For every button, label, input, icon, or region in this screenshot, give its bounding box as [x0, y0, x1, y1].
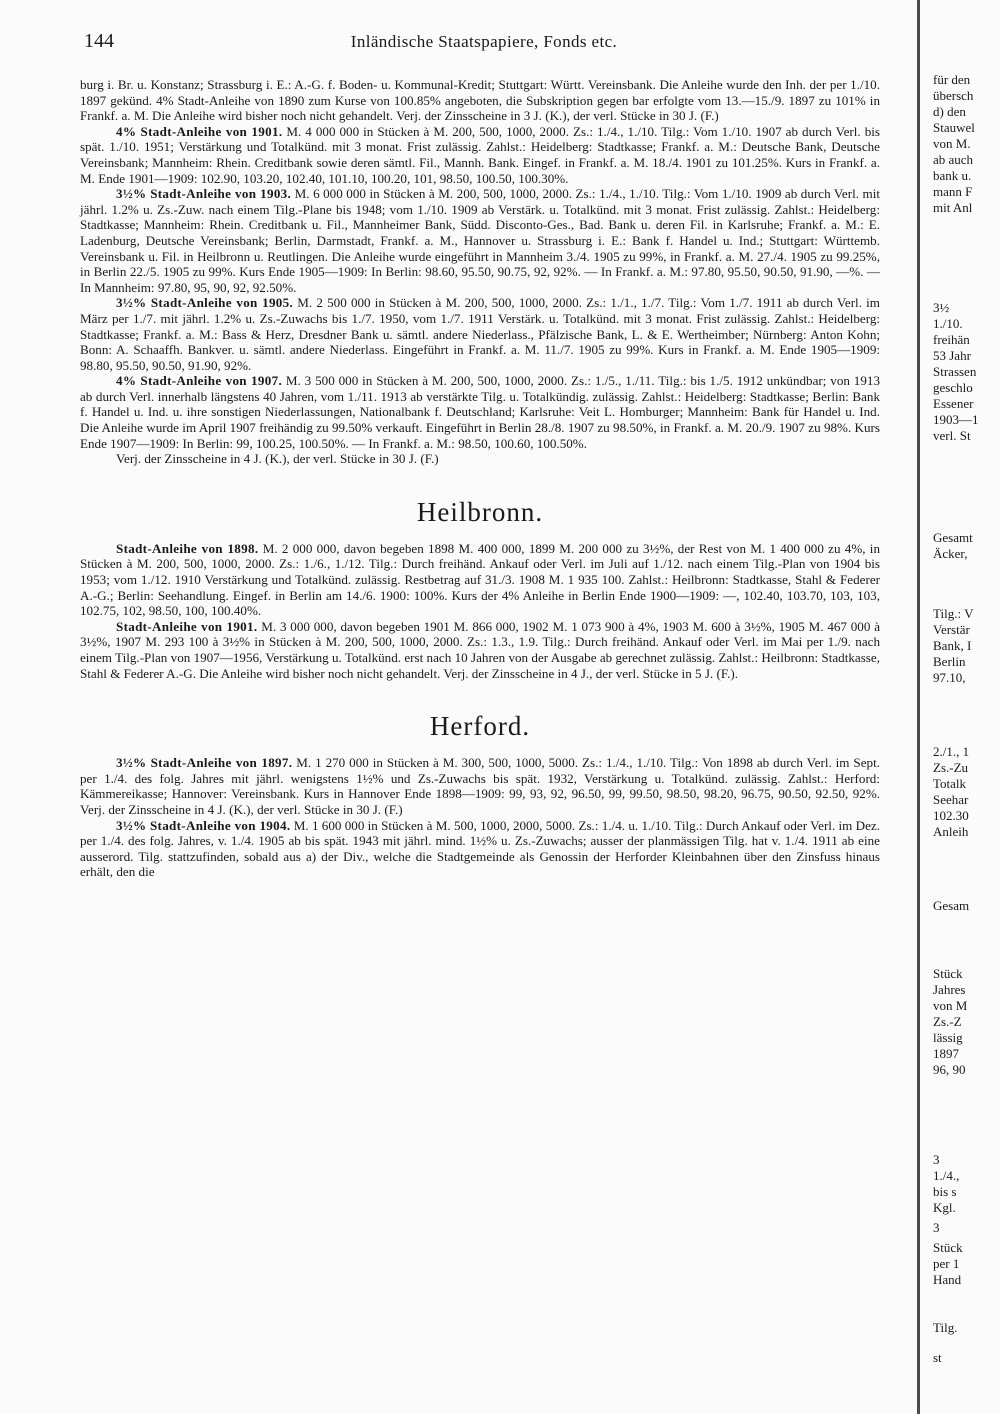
adjacent-page-text: d) den	[933, 104, 966, 119]
adjacent-page-text: von M.	[933, 136, 971, 151]
heilbronn-loan-1901	[80, 619, 880, 681]
adjacent-page-text: Anleih	[933, 824, 969, 839]
adjacent-page-text: Gesam	[933, 898, 970, 913]
adjacent-page-text: Berlin	[933, 654, 966, 669]
adjacent-page-text: für den	[933, 72, 971, 87]
running-head: Inländische Staatspapiere, Fonds etc.	[350, 32, 618, 51]
adjacent-page-text: 3	[933, 1152, 940, 1167]
loan-entry-1905	[80, 295, 880, 373]
paragraph-continuation: burg i. Br. u. Konstanz; Strassburg i. E.: A.-G. f. Boden- u. Kommunal-Kredit; Stuttgart: Württ. Vereinsbank. Die Anleihe wurde den Inh. der per 1./10. 1897 gekünd. 4% Stadt-Anleihe von 1890 zum Kurse von 100.85% angeboten, die Subskription gegen bar erfolgte vom 13.—15./9. 1897 zu 101% in Frankf. a. M. Die Anleihe wird bisher noch nicht gehandelt. Verj. der Zinsscheine in 3 J. (K.), der verl. Stücke in 30 J. (F.)	[80, 77, 880, 124]
adjacent-page-text: Stück	[933, 966, 963, 981]
adjacent-page-text: 3½	[933, 300, 950, 315]
city-heading-heilbronn: Heilbronn.	[416, 496, 544, 527]
loan-text: M. 4 000 000 in Stücken à M. 200, 500, 1000, 2000. Zs.: 1./4., 1./10. Tilg.: Vom 1./10. 1907 ab durch Verl. bis spät. 1./10. 1951; Verstärkung und Totalkünd. mit 3 monat. Frist zulässig. Zahlst.: Heidelberg: Stadtkasse; Frankf. a. M.: Deutsche Bank, Deutsche Vereinsbank; Mannheim: Rhein. Creditbank sowie deren sämtl. Fil., Mannh. Bank. Eingef. in Frankf. a. M. 18./4. 1901 zu 101.25%. Kurs in Frankf. a. M. Ende 1901—1909: 102.90, 103.20, 102.40, 101.10, 100.20, 101, 98.50, 100.50, 100.30%.	[80, 123, 880, 186]
adjacent-page-text: Totalk	[933, 776, 967, 791]
adjacent-page-text: st	[933, 1350, 942, 1365]
loan-title: Stadt-Anleihe von 1898.	[116, 540, 259, 556]
adjacent-page-text: Tilg.: V	[933, 606, 974, 621]
loan-text: M. 2 500 000 in Stücken à M. 200, 500, 1000, 2000. Zs.: 1./1., 1./7. Tilg.: Vom 1./7. 1911 ab durch Verl. im März per 1./7. mit jährl. 1.2% u. Zs.-Zuwachs bis 1./7. 1950, vom 1./7. 1911 Verstärk. u. Totalkünd. mit 3 monat. Frist zulässig. Zahlst.: Heidelberg: Stadtkasse; Frankf. a. M.: Bass & Herz, Dresdner Bank u. sämtl. andere Niederlass., Pfälzische Bank, L. & E. Wertheimber; Nürnberg: Anton Kohn; Bonn: A. Schaaffh. Bankver. u. sämtl. andere Niederlass. Eingeführt in Frankf. a. M. 11./7. 1905 zu 99%. Kurs in Frankf. a. M. Ende 1905—1909: 98.80, 95.50, 90.50, 91.90, 92%.	[80, 295, 880, 373]
loan-title: 3½% Stadt-Anleihe von 1904.	[116, 817, 291, 833]
loan-title: 3½% Stadt-Anleihe von 1897.	[116, 755, 293, 771]
adjacent-page-text: 3	[933, 1220, 940, 1235]
adjacent-page-text: Äcker,	[933, 546, 968, 561]
herford-loan-1897	[80, 755, 880, 817]
loan-text: M. 2 000 000, davon begeben 1898 M. 400 000, 1899 M. 200 000 zu 3½%, der Rest von M. 1 400 000 zu 4%, in Stücken à M. 200, 500, 1000, 2000. Zs.: 1./6., 1./12. Tilg.: Durch freihänd. Ankauf oder Verl. im Juli auf 1./12. nach einem Tilg.-Plan von 1904 bis 1953; vom 1./12. 1910 Verstärkung und Totalkünd. zulässig. Restbetrag auf 31./3. 1908 M. 1 935 100. Zahlst.: Heilbronn: Stadtkasse, Stahl & Federer A.-G.; Berlin: Seehandlung. Eingef. in Berlin am 14./6. 1900: 100%. Kurs der 4% Anleihe in Berlin Ende 1900—1909: —, 102.40, 103.70, 103, 103, 102.75, 102, 98.50, 100, 100.40%.	[80, 540, 880, 619]
adjacent-page-text: Bank, I	[933, 638, 972, 653]
adjacent-page-text: 2./1., 1	[933, 744, 970, 759]
herford-loan-1904	[80, 818, 880, 880]
adjacent-page-text: Kgl.	[933, 1200, 956, 1215]
adjacent-page-text: Strassen	[933, 364, 977, 379]
page-header	[84, 30, 884, 60]
heilbronn-loan-1898	[80, 541, 880, 619]
adjacent-page-text: verl. St	[933, 428, 971, 443]
adjacent-page-text: Verstär	[933, 622, 970, 637]
adjacent-page-text: per 1	[933, 1256, 960, 1271]
adjacent-page-text: 97.10,	[933, 670, 966, 685]
adjacent-page-text: Seehar	[933, 792, 969, 807]
adjacent-page-text: lässig	[933, 1030, 963, 1045]
loan-title: 4% Stadt-Anleihe von 1907.	[116, 373, 283, 389]
loan-entry-1901	[80, 124, 880, 186]
adjacent-page-text: mit Anl	[933, 200, 973, 215]
adjacent-page-text: Zs.-Zu	[933, 760, 969, 775]
loan-title: 4% Stadt-Anleihe von 1901.	[116, 123, 283, 139]
adjacent-page-text: Tilg.	[933, 1320, 958, 1335]
adjacent-page-text: von M	[933, 998, 968, 1013]
loan-text: M. 3 000 000, davon begeben 1901 M. 866 000, 1902 M. 1 073 900 à 4%, 1903 M. 600 à 3½%, 1905 M. 467 000 à 3½%, 1907 M. 293 100 à 3½% in Stücken à M. 200, 500, 1000, 2000. Zs.: 1.3., 1.9. Tilg.: Durch freihänd. Ankauf oder Verl. im Mai per 1./9. nach einem Tilg.-Plan von 1907—1956, Verstärkung u. Totalkünd. erst nach 10 Jahren von der Ausgabe ab gerechnet zulässig. Zahlst.: Heilbronn: Stadtkasse, Stahl & Federer A.-G. Die Anleihe wird bisher noch nicht gehandelt. Verj. der Zinsscheine in 4 J., der verl. Stücke in 5 J. (F.).	[80, 618, 880, 681]
adjacent-page-text: 96, 90	[933, 1062, 966, 1077]
adjacent-page-text: mann F	[933, 184, 973, 199]
adjacent-page-text: 1897	[933, 1046, 959, 1061]
loan-text: M. 6 000 000 in Stücken à M. 200, 500, 1000, 2000. Zs.: 1./4., 1./10. Tilg.: Vom 1./10. 1909 ab durch Verl. mit jährl. 1.2% u. Zs.-Zuw. nach einem Tilg.-Plane bis 1948; vom 1./10. 1909 ab Verstärk. u. Totalkünd. mit 3 monat. Frist zulässig. Zahlst.: Heidelberg: Stadtkasse; Mannheim: Rhein. Creditbank u. Fil., Mannheimer Bank, Südd. Disconto-Ges., Bad. Bank u. deren Fil. in Karlsruhe; Frankf. a. M.: E. Ladenburg, Deutsche Vereinsbank; Berlin, Darmstadt, Frankf. a. M., Hannover u. Strassburg i. E.: Bank f. Handel u. Ind.; Stuttgart: Württemb. Vereinsbank u. Fil. in Heilbronn u. Reutlingen. Die Anleihe wurde eingeführt in Mannheim 3./4. 1905 zu 99%, in Frankf. a. M. 27./4. 1905 zu 99.25%, in Berlin 22./5. 1905 zu 99%. Kurs Ende 1905—1909: In Berlin: 98.60, 95.50, 90.75, 92, 92%. — In Frankf. a. M.: 97.80, 95.50, 90.50, 91.90, —%. — In Mannheim: 97.80, 95, 90, 92, 92.50%.	[80, 186, 880, 295]
adjacent-page-text: 1903—1	[933, 412, 979, 427]
city-heading-herford: Herford.	[429, 711, 531, 742]
adjacent-page-text: Essener	[933, 396, 974, 411]
column-divider	[917, 0, 920, 1414]
adjacent-page-text: Zs.-Z	[933, 1014, 962, 1029]
adjacent-page-text: ab auch	[933, 152, 974, 167]
loan-title: 3½% Stadt-Anleihe von 1903.	[116, 186, 292, 202]
page-number: 144	[84, 30, 114, 52]
adjacent-page-text: 1./10.	[933, 316, 963, 331]
limitation-note: Verj. der Zinsscheine in 4 J. (K.), der verl. Stücke in 30 J. (F.)	[116, 451, 439, 467]
loan-entry-1903	[80, 186, 880, 295]
adjacent-page-text: Hand	[933, 1272, 962, 1287]
adjacent-page-text: 53 Jahr	[933, 348, 971, 363]
main-column	[80, 77, 880, 880]
adjacent-page-text: freihän	[933, 332, 970, 347]
adjacent-page-text: 102.30	[933, 808, 969, 823]
adjacent-page-text: Jahres	[933, 982, 966, 997]
adjacent-page-text: Stauwel	[933, 120, 975, 135]
adjacent-page-text: 1./4.,	[933, 1168, 960, 1183]
adjacent-page-text: bank u.	[933, 168, 972, 183]
adjacent-page-text: Stück	[933, 1240, 963, 1255]
loan-entry-1907	[80, 373, 880, 451]
loan-text: M. 1 270 000 in Stücken à M. 300, 500, 1000, 5000. Zs.: 1./4., 1./10. Tilg.: Von 1898 ab durch Verl. im Sept. per 1./4. des folg. Jahres mit jährl. wenigstens 1½% und Zs.-Zuwachs bis spät. 1932, Verstärkung u. Totalkünd. zulässig. Zahlst.: Herford: Kämmereikasse; Hannover: Vereinsbank. Kurs in Hannover Ende 1898—1909: 99, 93, 92, 96.50, 99, 99.50, 98.50, 98.20, 96.75, 90.50, 92.50, 92%. Verj. der Zinsscheine in 4 J. (K.), der verl. Stücke in 30 J. (F.)	[80, 755, 880, 817]
adjacent-page-text: Gesamt	[933, 530, 973, 545]
loan-title: 3½% Stadt-Anleihe von 1905.	[116, 295, 294, 311]
adjacent-page-fragment	[933, 60, 1000, 1414]
adjacent-page-text: geschlo	[933, 380, 973, 395]
loan-text: M. 1 600 000 in Stücken à M. 500, 1000, 2000, 5000. Zs.: 1./4. u. 1./10. Tilg.: Durch Ankauf oder Verl. im Dez. per 1./4. des folg. Jahres, v. 1./4. 1905 ab bis spät. 1943 mit jährl. mind. 1½% u. Zs.-Zuwachs; ausser der planmässigen Tilg. hat v. 1./4. 1911 ab eine ausserord. Tilg. stattzufinden, sobald aus a) der Div., welche die Stadtgemeinde als Genossin der Herforder Kleinbahnen über den Zinsfuss hinaus erhält, den die	[80, 817, 880, 880]
loan-text: M. 3 500 000 in Stücken à M. 200, 500, 1000, 2000. Zs.: 1./5., 1./11. Tilg.: bis 1./5. 1912 unkündbar; von 1913 ab durch Verl. innerhalb längstens 40 Jahren, vom 1./11. 1913 ab verstärkte Tilg. u. Totalkündig. zulässig. Zahlst.: Heidelberg: Stadtkasse; Berlin: Bank f. Handel u. Ind. u. ihre sonstigen Niederlassungen, Nationalbank f. Deutschland; Karlsruhe: Veit L. Homburger; Mannheim: Bank für Handel u. Ind. Die Anleihe wurde im April 1907 freihändig zu 99.50% verkauft. Eingeführt in Berlin 28./8. 1907 zu 98.50%, in Frankf. a. M. 20./9. 1907 zu 98%. Kurs Ende 1907—1909: In Berlin: 99, 100.25, 100.50%. — In Frankf. a. M.: 98.50, 100.60, 100.50%.	[80, 373, 880, 451]
adjacent-page-text: übersch	[933, 88, 974, 103]
loan-title: Stadt-Anleihe von 1901.	[116, 618, 258, 634]
adjacent-page-text: bis s	[933, 1184, 957, 1199]
